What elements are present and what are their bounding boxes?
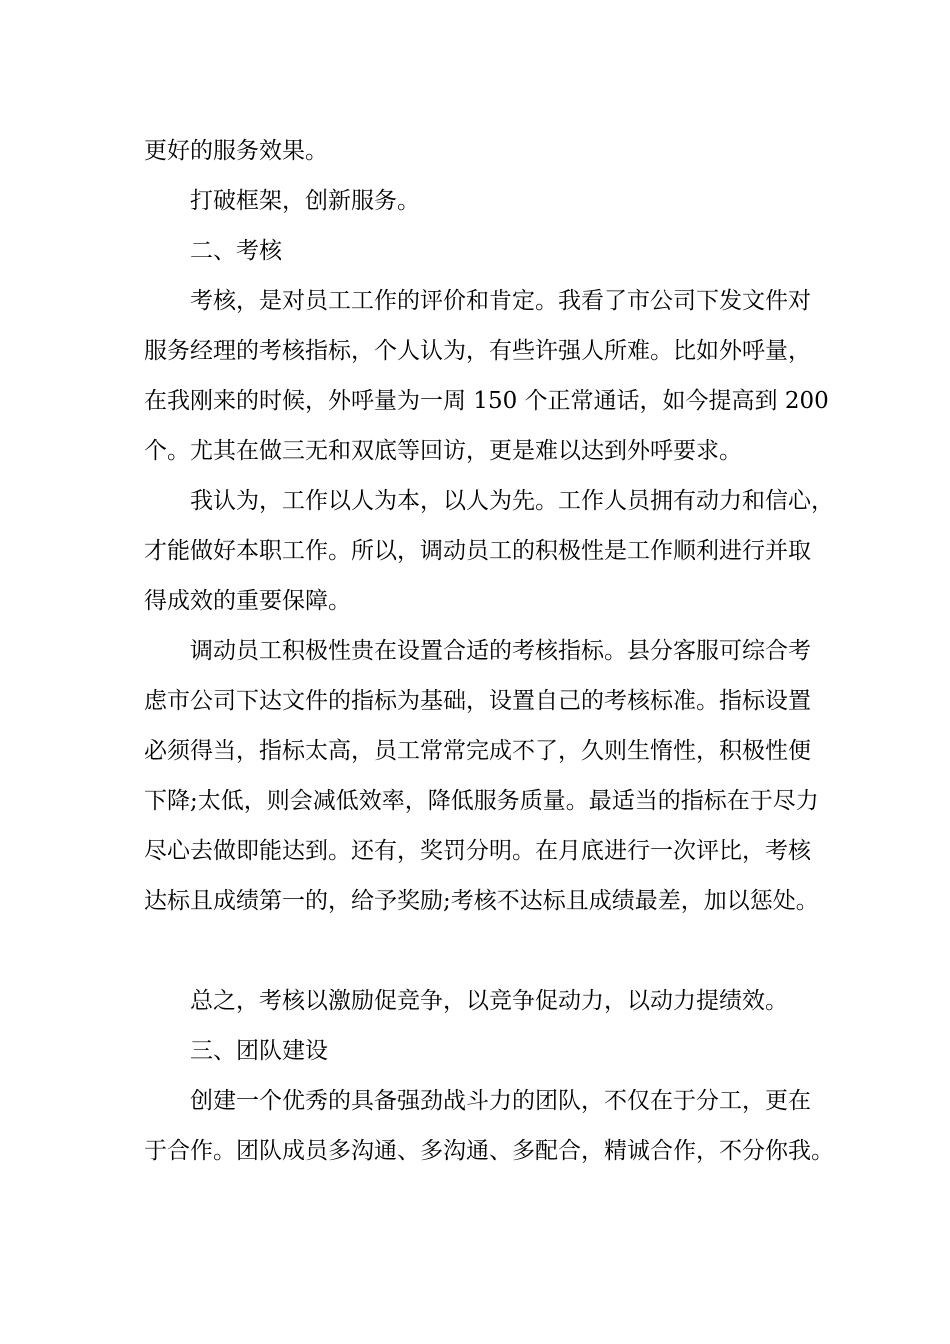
text-line: 个。尤其在做三无和双底等回访，更是难以达到外呼要求。 xyxy=(144,438,742,464)
text-line: 总之，考核以激励促竞争，以竞争促动力，以动力提绩效。 xyxy=(190,988,788,1014)
text-line: 于合作。团队成员多沟通、多沟通、多配合，精诚合作，不分你我。 xyxy=(144,1138,834,1164)
text-line: 打破框架，创新服务。 xyxy=(190,188,420,214)
section-heading: 三、团队建设 xyxy=(190,1038,328,1064)
text-line: 我认为，工作以人为本，以人为先。工作人员拥有动力和信心， xyxy=(190,488,834,514)
text-line: 在我刚来的时候，外呼量为一周 150 个正常通话，如今提高到 200 xyxy=(144,388,829,414)
text-line: 尽心去做即能达到。还有，奖罚分明。在月底进行一次评比，考核 xyxy=(144,838,811,864)
text-line: 考核，是对员工工作的评价和肯定。我看了市公司下发文件对 xyxy=(190,288,811,314)
text-line: 虑市公司下达文件的指标为基础，设置自己的考核标准。指标设置 xyxy=(144,688,811,714)
text-line: 服务经理的考核指标，个人认为，有些许强人所难。比如外呼量， xyxy=(144,338,811,364)
text-line: 才能做好本职工作。所以，调动员工的积极性是工作顺利进行并取 xyxy=(144,538,811,564)
paragraph-gap xyxy=(144,926,824,976)
document-body xyxy=(144,126,834,1176)
text-line: 创建一个优秀的具备强劲战斗力的团队，不仅在于分工，更在 xyxy=(190,1088,811,1114)
text-line: 达标且成绩第一的，给予奖励;考核不达标且成绩最差，加以惩处。 xyxy=(144,888,819,914)
text-line: 必须得当，指标太高，员工常常完成不了，久则生惰性，积极性便 xyxy=(144,738,811,764)
text-line: 得成效的重要保障。 xyxy=(144,588,351,614)
text-line: 下降;太低，则会减低效率，降低服务质量。最适当的指标在于尽力 xyxy=(144,788,819,814)
section-heading: 二、考核 xyxy=(190,238,282,264)
text-line: 调动员工积极性贵在设置合适的考核指标。县分客服可综合考 xyxy=(190,638,811,664)
text-line: 更好的服务效果。 xyxy=(144,138,328,164)
